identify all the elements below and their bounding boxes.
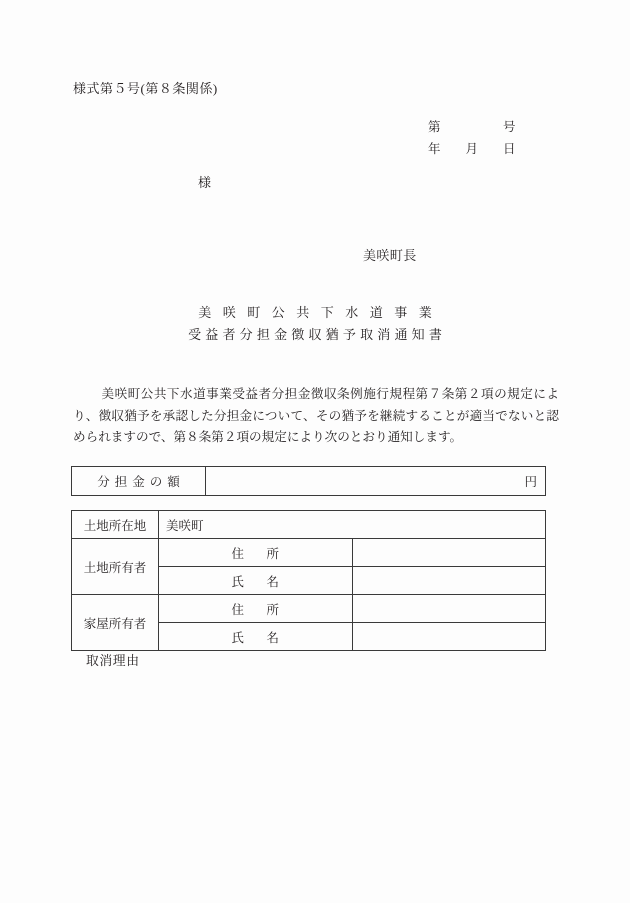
- issuer-name: 美咲町長: [363, 248, 417, 263]
- document-number-line: 第 号: [428, 120, 516, 134]
- amount-unit: 円: [524, 475, 537, 489]
- title-line-1: 美咲町公共下水道事業: [198, 305, 444, 320]
- owner-table: [71, 510, 546, 651]
- table-row: [72, 539, 546, 567]
- table-row: [72, 595, 546, 623]
- house-owner-name-label: 氏 名: [159, 623, 353, 651]
- document-title: [0, 302, 630, 346]
- house-owner-address-label: 住 所: [159, 595, 353, 623]
- land-owner-name-label: 氏 名: [159, 567, 353, 595]
- land-location-value[interactable]: 美咲町: [159, 511, 546, 539]
- amount-label-cell: 分担金の額: [72, 467, 206, 496]
- land-owner-address-label: 住 所: [159, 539, 353, 567]
- amount-value-cell[interactable]: [206, 467, 546, 496]
- house-owner-label: 家屋所有者: [72, 595, 159, 651]
- addressee-honorific: 様: [198, 175, 212, 190]
- document-date-line: 年 月 日: [428, 142, 516, 156]
- form-number: 様式第５号(第８条関係): [73, 81, 218, 96]
- title-line-2: 受益者分担金徴収猶予取消通知書: [188, 327, 447, 342]
- land-location-label: 土地所在地: [72, 511, 159, 539]
- table-row: [72, 467, 546, 496]
- table-row: [72, 511, 546, 539]
- body-paragraph-text: 美咲町公共下水道事業受益者分担金徴収条例施行規程第７条第２項の規定により、徴収猶予を承認した分担金について、その猶予を継続することが適当でないと認められますので、第８条第２項の規定により次のとおり通知します。: [73, 387, 559, 444]
- land-owner-name-value[interactable]: [352, 567, 546, 595]
- body-paragraph: [73, 384, 559, 449]
- cancellation-reason-label: 取消理由: [86, 654, 140, 668]
- house-owner-address-value[interactable]: [352, 595, 546, 623]
- land-owner-address-value[interactable]: [352, 539, 546, 567]
- document-meta: [428, 116, 516, 160]
- amount-table: [71, 466, 546, 496]
- land-owner-label: 土地所有者: [72, 539, 159, 595]
- house-owner-name-value[interactable]: [352, 623, 546, 651]
